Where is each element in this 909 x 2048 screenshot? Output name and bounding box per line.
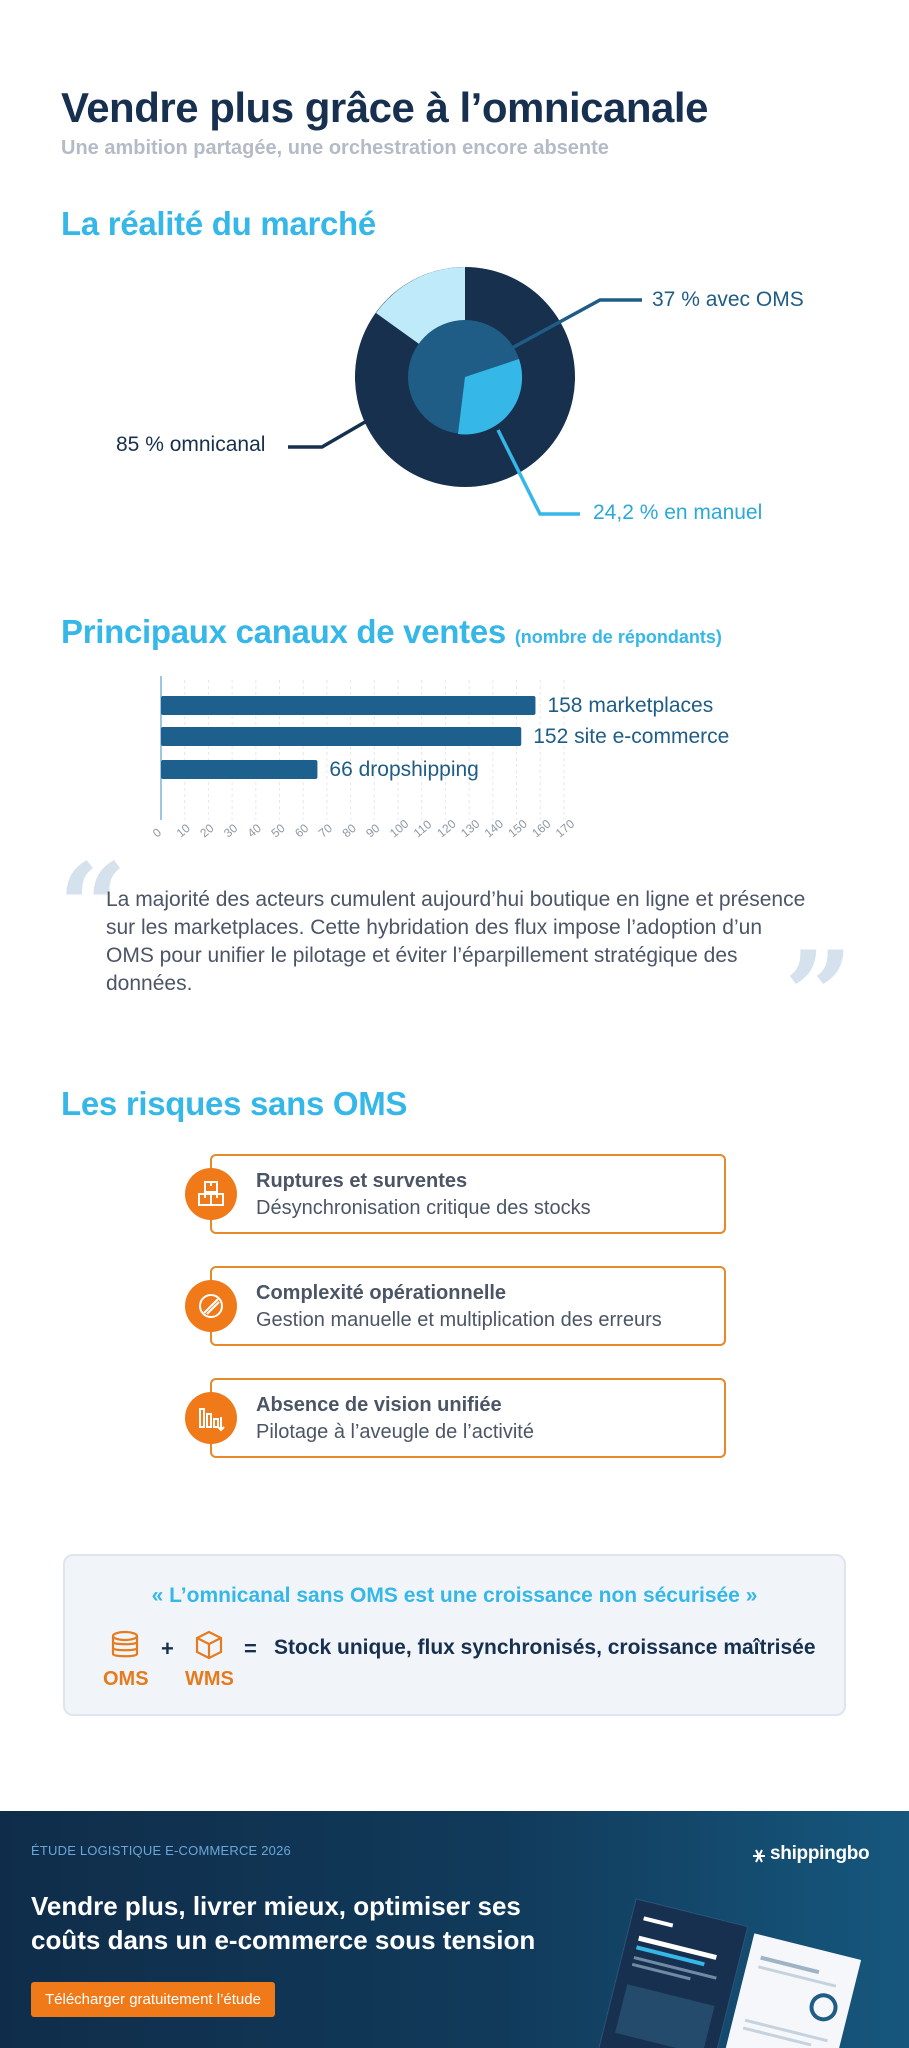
quote-text: La majorité des acteurs cumulent aujourd’hui boutique en ligne et présence sur les marketplaces. Cette hybridation des flux impose l’adoption d’un OMS pour unifier le pilotage et éviter l’éparpillement stratégique des données. (106, 888, 806, 995)
bar-marketplaces (161, 696, 535, 715)
x-tick-label: 110 (410, 817, 435, 841)
channels-bar-chart (140, 670, 840, 850)
risk-card-vision (210, 1378, 726, 1458)
oms-label: OMS (103, 1668, 149, 1690)
download-study-button[interactable]: Télécharger gratuitement l’étude (31, 1982, 275, 2017)
x-tick-label: 170 (552, 816, 578, 841)
banner-eyebrow: ÉTUDE LOGISTIQUE E-COMMERCE 2026 (31, 1843, 291, 1858)
channels-heading-note: (nombre de répondants) (514, 627, 722, 647)
x-tick-label: 100 (386, 816, 412, 841)
brochure-mockup (585, 1891, 909, 2048)
shippingbo-logo-icon (750, 1847, 768, 1870)
bar-site-e-commerce (161, 727, 521, 746)
risk-title: Complexité opérationnelle (256, 1282, 507, 1304)
x-tick-label: 80 (339, 820, 359, 841)
forbidden-icon (185, 1280, 237, 1332)
package-icon (193, 1629, 225, 1666)
x-tick-label: 40 (244, 820, 264, 841)
risks-heading: Les risques sans OMS (61, 1085, 408, 1122)
x-tick-label: 20 (197, 820, 217, 841)
risk-card-ruptures (210, 1154, 726, 1234)
open-quote-icon: “ (58, 837, 128, 978)
market-heading: La réalité du marché (61, 205, 376, 242)
brand-logo: shippingbo (770, 1843, 870, 1864)
label-omnicanal: 85 % omnicanal (116, 433, 266, 456)
summary-result: Stock unique, flux synchronisés, croissance maîtrisée (274, 1636, 816, 1659)
risk-desc: Gestion manuelle et multiplication des erreurs (256, 1309, 662, 1331)
risk-desc: Pilotage à l’aveugle de l’activité (256, 1421, 534, 1443)
x-tick-label: 60 (292, 820, 312, 841)
study-banner (0, 1811, 909, 2048)
risk-desc: Désynchronisation critique des stocks (256, 1197, 591, 1219)
wms-label: WMS (185, 1668, 234, 1690)
equals-sign: = (244, 1636, 257, 1661)
x-tick-label: 150 (505, 816, 530, 841)
plus-sign: + (161, 1636, 174, 1661)
x-tick-label: 30 (221, 820, 241, 841)
database-icon (109, 1629, 141, 1666)
connector-oms (512, 300, 642, 348)
risk-card-complexite (210, 1266, 726, 1346)
risk-title: Ruptures et surventes (256, 1170, 468, 1192)
x-tick-label: 130 (458, 816, 483, 841)
summary-quote: « L’omnicanal sans OMS est une croissance non sécurisée » (151, 1584, 758, 1607)
x-tick-label: 50 (268, 820, 288, 841)
channels-heading (61, 613, 722, 651)
bar-data-label: 158 marketplaces (547, 694, 714, 717)
x-tick-label: 0 (149, 825, 165, 841)
x-tick-label: 10 (173, 820, 193, 841)
x-tick-label: 70 (315, 820, 336, 841)
channels-heading-text: Principaux canaux de ventes (61, 613, 506, 650)
x-tick-label: 160 (529, 816, 554, 841)
boxes-icon (185, 1168, 237, 1220)
x-tick-label: 140 (481, 816, 507, 841)
x-tick-label: 120 (434, 816, 459, 841)
page-title: Vendre plus grâce à l’omnicanale (61, 84, 708, 131)
connector-omnicanal (288, 422, 365, 447)
bar-dropshipping (161, 760, 317, 779)
close-quote-icon: ” (784, 925, 854, 1066)
label-avec-oms: 37 % avec OMS (652, 288, 804, 311)
summary-box (63, 1554, 846, 1716)
page-subtitle: Une ambition partagée, une orchestration encore absente (61, 137, 609, 159)
label-en-manuel: 24,2 % en manuel (593, 501, 763, 524)
bar-chart-down-icon (185, 1392, 237, 1444)
connector-manuel (498, 430, 580, 514)
risk-title: Absence de vision unifiée (256, 1394, 502, 1416)
bar-data-label: 152 site e-commerce (533, 725, 730, 748)
x-tick-label: 90 (363, 820, 383, 841)
banner-title: Vendre plus, livrer mieux, optimiser ses coûts dans un e-commerce sous tension (31, 1891, 536, 1955)
bar-data-label: 66 dropshipping (329, 758, 479, 781)
